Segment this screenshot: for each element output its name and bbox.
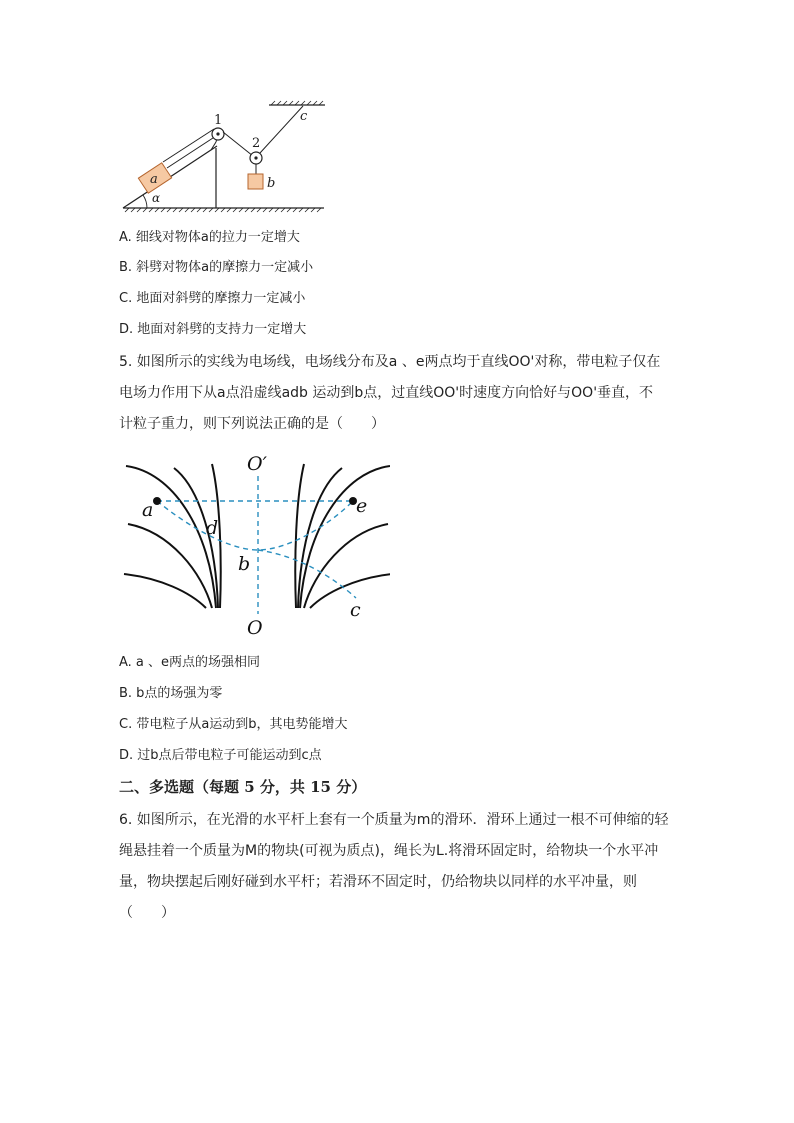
q5-stem-line-2: 电场力作用下从a点沿虚线adb 运动到b点，过直线OO'时速度方向恰好与OO'垂直，不 [119, 385, 654, 401]
electric-field-figure [120, 448, 390, 640]
q6-stem-line-1: 6. 如图所示，在光滑的水平杆上套有一个质量为m的滑环．滑环上通过一根不可伸缩的轻 [119, 812, 669, 828]
q4-option-a: A. 细线对物体a的拉力一定增大 [119, 230, 300, 245]
q4-option-b: B. 斜劈对物体a的摩擦力一定减小 [119, 260, 314, 275]
angle-alpha-label: α [152, 191, 161, 205]
q5-stem-line-1: 5. 如图所示的实线为电场线，电场线分布及a 、e两点均于直线OO'对称，带电粒子仅在 [119, 354, 661, 370]
label-a: a [142, 499, 154, 521]
block-b-label: b [267, 176, 276, 191]
label-c: c [350, 599, 361, 621]
q5-option-d: D. 过b点后带电粒子可能运动到c点 [119, 748, 322, 763]
label-b: b [238, 553, 251, 575]
label-o-prime: O′ [247, 453, 267, 475]
q5-option-a: A. a 、e两点的场强相同 [119, 655, 261, 670]
q6-stem-line-2: 绳悬挂着一个质量为M的物块(可视为质点)，绳长为L.将滑环固定时，给物块一个水平冲 [119, 843, 659, 859]
q5-option-b: B. b点的场强为零 [119, 686, 223, 701]
q6-stem-line-3: 量，物块摆起后刚好碰到水平杆；若滑环不固定时，仍给物块以同样的水平冲量，则 [119, 874, 637, 890]
q4-option-c: C. 地面对斜劈的摩擦力一定减小 [119, 291, 306, 306]
pulley-2-label: 2 [252, 136, 261, 151]
q5-stem-line-3: 计粒子重力，则下列说法正确的是（ ） [119, 416, 385, 432]
q6-stem-line-4: （ ） [119, 905, 175, 921]
label-d: d [206, 517, 219, 539]
q5-option-c: C. 带电粒子从a运动到b，其电势能增大 [119, 717, 348, 732]
incline-pulley-figure [119, 98, 339, 216]
ceiling-c-label: c [300, 109, 308, 124]
q4-option-d: D. 地面对斜劈的支持力一定增大 [119, 322, 307, 337]
label-o: O [247, 617, 263, 639]
pulley-1-label: 1 [214, 113, 223, 128]
label-e: e [356, 495, 368, 517]
block-a-label: a [150, 172, 158, 187]
section-2-header: 二、多选题（每题 5 分，共 15 分） [119, 778, 367, 796]
